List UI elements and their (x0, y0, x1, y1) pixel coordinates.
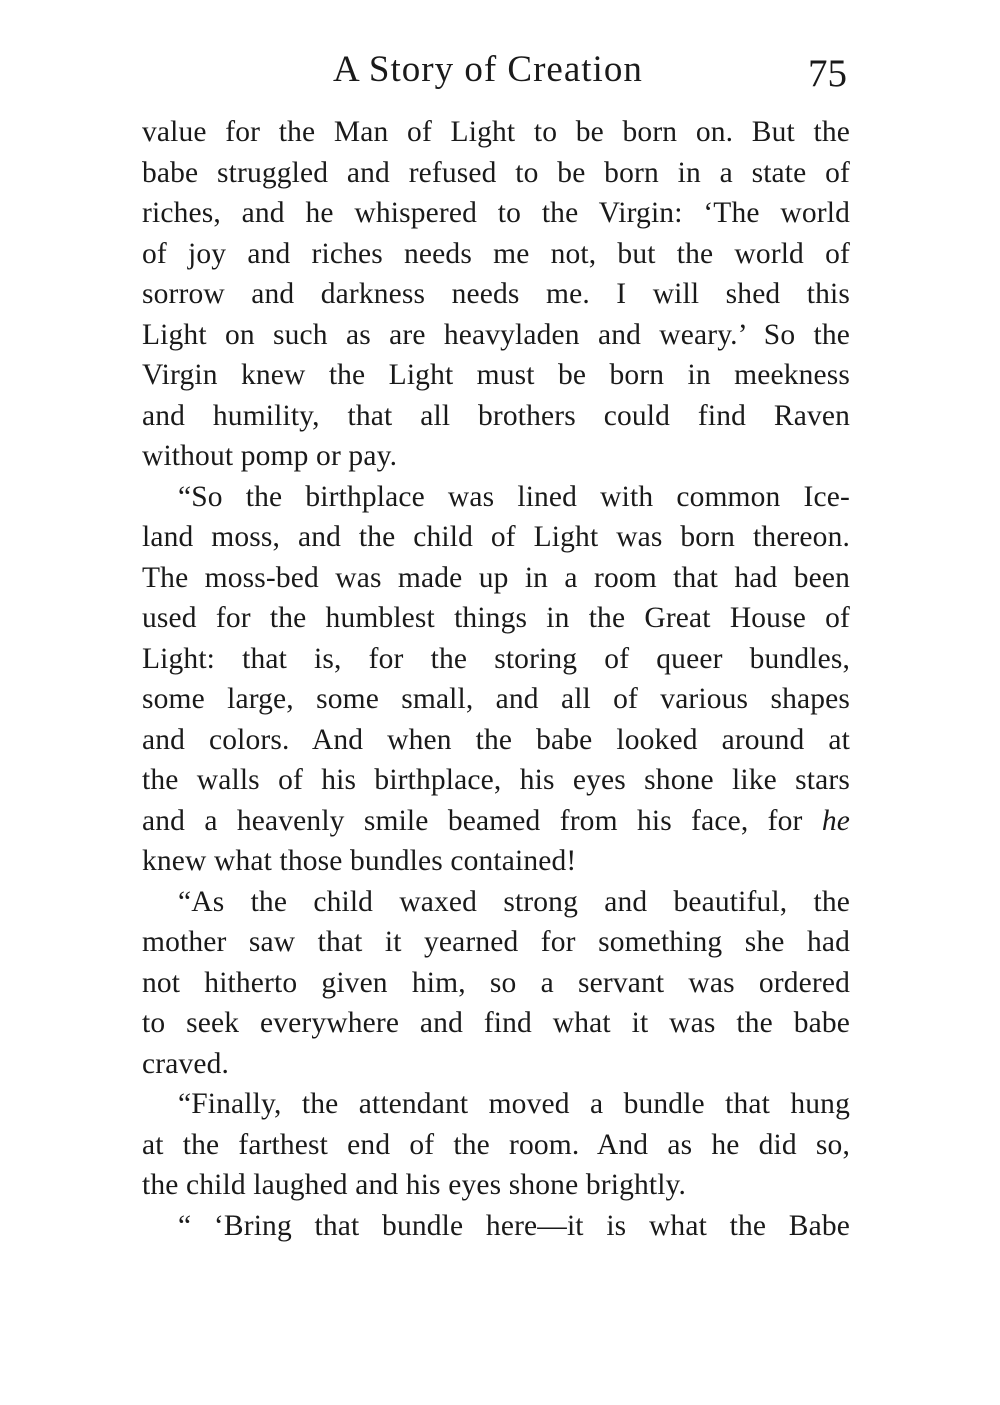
text-line: sorrow and darkness needs me. I will shed this (142, 278, 850, 310)
text-line: at the farthest end of the room. And as he did so, (142, 1128, 850, 1161)
text-line: and humility, that all brothers could find Raven (142, 399, 850, 432)
running-title: A Story of Creation (333, 49, 643, 90)
body-text (142, 112, 850, 1246)
paragraph-first-line: “ ‘Bring that bundle here—it is what the Babe (178, 1209, 850, 1242)
text-line: craved. (142, 1047, 230, 1080)
paragraph-first-line: “As the child waxed strong and beautiful, the (178, 885, 850, 918)
text-line: not hitherto given him, so a servant was ordered (142, 966, 850, 999)
paragraph-first-line: “So the birthplace was lined with common Ice- (178, 480, 850, 513)
text-line: Virgin knew the Light must be born in meekness (142, 359, 850, 391)
text-line: the child laughed and his eyes shone brightly. (142, 1169, 687, 1201)
text-line: of joy and riches needs me not, but the world of (142, 237, 850, 270)
text-line-with-italic (142, 801, 850, 842)
text-line: mother saw that it yearned for something she had (142, 926, 850, 958)
text-line: to seek everywhere and find what it was the babe (142, 1007, 850, 1039)
paragraph-first-line: “Finally, the attendant moved a bundle that hung (178, 1088, 850, 1120)
italic-word: he (821, 804, 850, 837)
text-line: Light on such as are heavyladen and weary.’ So the (142, 318, 850, 351)
text-line: value for the Man of Light to be born on. But the (142, 116, 850, 148)
text-line: riches, and he whispered to the Virgin: ‘The world (142, 197, 850, 229)
text-line: and colors. And when the babe looked around at (142, 723, 850, 756)
text-line: the walls of his birthplace, his eyes shone like stars (142, 764, 850, 796)
text-line: some large, some small, and all of various shapes (142, 683, 850, 715)
text-line: knew what those bundles contained! (142, 845, 577, 877)
text-line-segment: and a heavenly smile beamed from his face, for (142, 804, 803, 837)
text-line: Light: that is, for the storing of queer bundles, (142, 642, 850, 675)
text-line: used for the humblest things in the Great House of (142, 602, 850, 634)
running-head (0, 42, 1000, 98)
text-line: babe struggled and refused to be born in a state of (142, 156, 850, 189)
page-number: 75 (808, 52, 847, 95)
text-line: land moss, and the child of Light was born thereon. (142, 521, 850, 553)
text-line: without pomp or pay. (142, 440, 398, 472)
text-line: The moss-bed was made up in a room that had been (142, 561, 850, 594)
